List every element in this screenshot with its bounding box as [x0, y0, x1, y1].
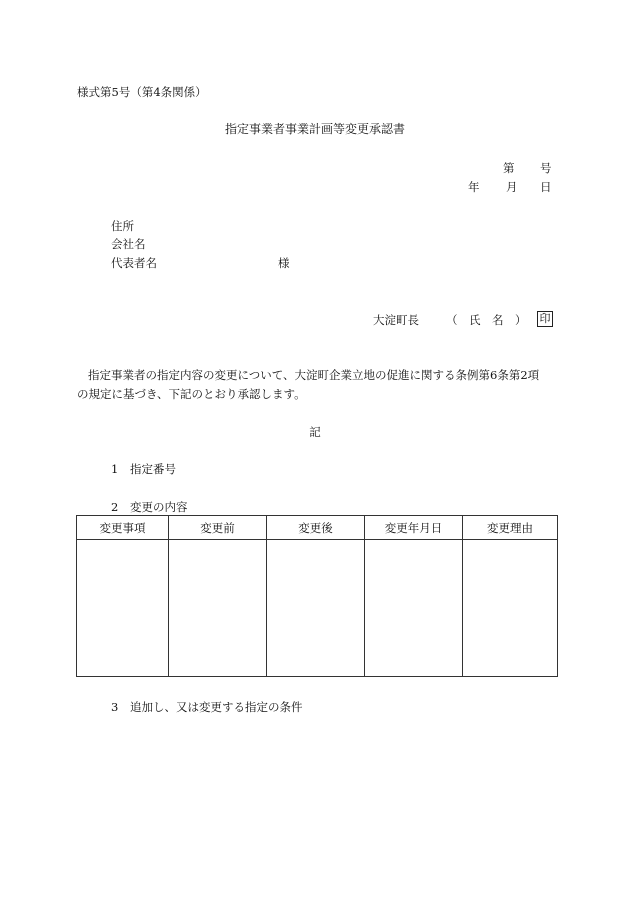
honorific-sama: 様 [278, 256, 290, 270]
address-label: 住所 [111, 219, 134, 233]
header-change-item: 変更事項 [77, 516, 169, 540]
date-day: 日 [540, 180, 552, 194]
table-header-row [77, 516, 558, 540]
company-label: 会社名 [111, 237, 146, 251]
header-after-change: 変更後 [267, 516, 365, 540]
table-row [77, 540, 558, 677]
item-3-label: 追加し、又は変更する指定の条件 [130, 700, 303, 714]
item-3-number: 3 [111, 700, 119, 714]
body-text-line-2: の規定に基づき、下記のとおり承認します。 [77, 387, 306, 401]
date-year: 年 [468, 180, 480, 194]
date-month: 月 [506, 180, 518, 194]
form-number: 様式第5号（第4条関係） [77, 85, 207, 99]
cell-change-reason[interactable] [463, 540, 558, 677]
item-1-number: 1 [111, 462, 119, 476]
cell-change-date[interactable] [365, 540, 463, 677]
cell-after-change[interactable] [267, 540, 365, 677]
item-1-label: 指定番号 [130, 462, 176, 476]
change-details-table [76, 515, 558, 677]
issuer-title: 大淀町長 [373, 313, 419, 327]
header-change-date: 変更年月日 [365, 516, 463, 540]
cell-change-item[interactable] [77, 540, 169, 677]
issuer-name-placeholder: （ 氏 名 ） [446, 313, 527, 327]
number-go: 号 [540, 161, 552, 175]
body-text-line-1: 指定事業者の指定内容の変更について、大淀町企業立地の促進に関する条例第6条第2項 [88, 368, 540, 382]
header-before-change: 変更前 [169, 516, 267, 540]
number-dai: 第 [503, 161, 515, 175]
cell-before-change[interactable] [169, 540, 267, 677]
item-2-label: 変更の内容 [130, 500, 188, 514]
ki-heading: 記 [309, 425, 321, 439]
header-change-reason: 変更理由 [463, 516, 558, 540]
item-2-number: 2 [111, 500, 119, 514]
document-title: 指定事業者事業計画等変更承認書 [224, 122, 405, 136]
representative-label: 代表者名 [111, 256, 157, 270]
date-line [468, 180, 552, 194]
seal-mark: 印 [537, 311, 553, 327]
document-number-line [503, 161, 552, 175]
